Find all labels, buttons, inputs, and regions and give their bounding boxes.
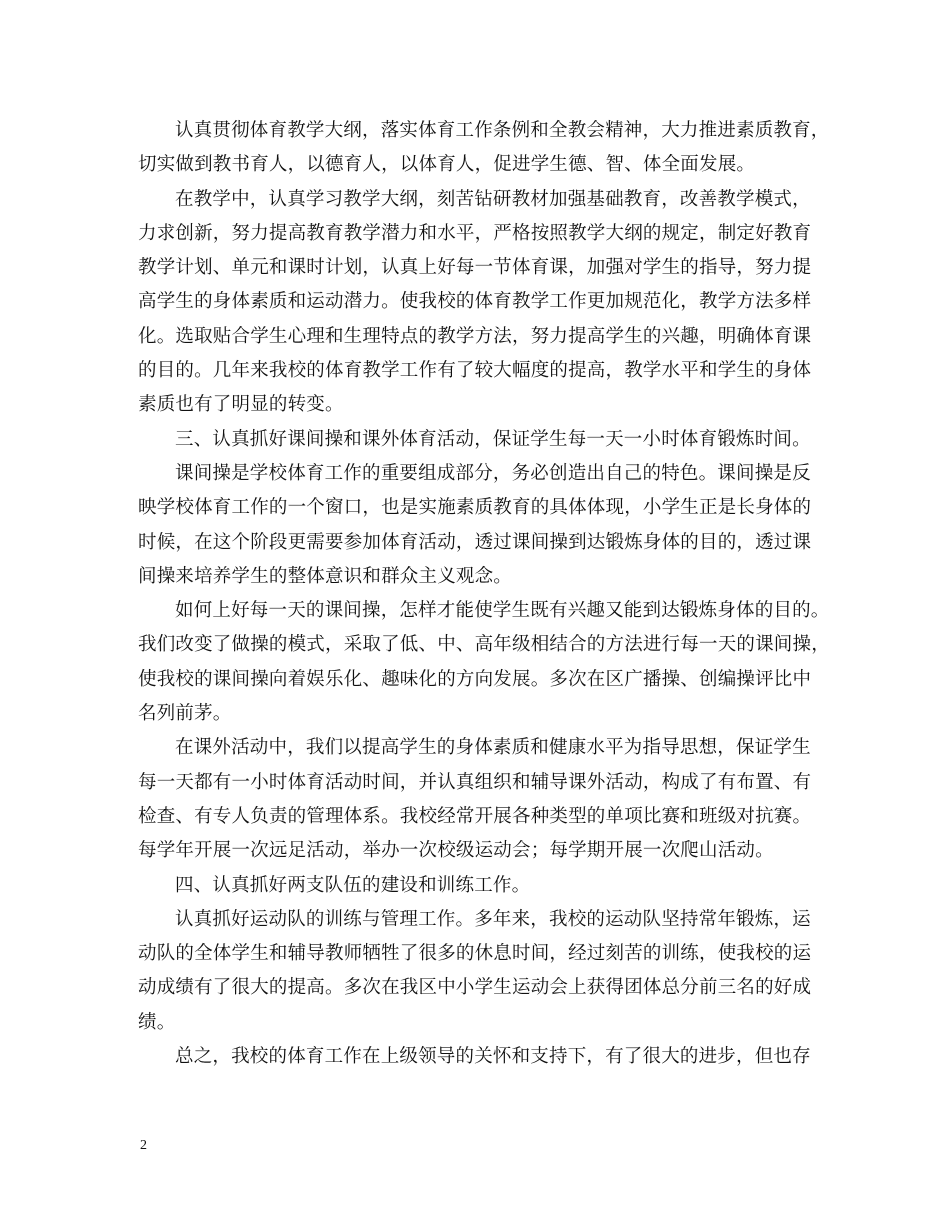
text-line: 在教学中，认真学习教学大纲，刻苦钻研教材加强基础教育，改善教学模式，: [175, 188, 811, 210]
text-line: 在课外活动中，我们以提高学生的身体素质和健康水平为指导思想，保证学生: [175, 737, 811, 759]
text-line: 检查、有专人负责的管理体系。我校经常开展各种类型的单项比赛和班级对抗赛。: [138, 805, 812, 827]
text-line: 动队的全体学生和辅导教师牺牲了很多的休息时间，经过刻苦的训练，使我校的运: [138, 943, 812, 965]
text-line: 总之，我校的体育工作在上级领导的关怀和支持下，有了很大的进步，但也存: [175, 1046, 811, 1068]
text-line: 每一天都有一小时体育活动时间，并认真组织和辅导课外活动，构成了有布置、有: [138, 771, 812, 793]
text-line: 教学计划、单元和课时计划，认真上好每一节体育课，加强对学生的指导，努力提: [138, 257, 812, 279]
text-line: 认真贯彻体育教学大纲，落实体育工作条例和全教会精神，大力推进素质教育，: [175, 120, 830, 141]
text-line: 化。选取贴合学生心理和生理特点的教学方法，努力提高学生的兴趣，明确体育课: [138, 325, 812, 347]
text-line: 认真抓好运动队的训练与管理工作。多年来，我校的运动队坚持常年锻炼，运: [175, 908, 811, 930]
text-line: 动成绩有了很大的提高。多次在我区中小学生运动会上获得团体总分前三名的好成: [138, 977, 812, 999]
text-line: 绩。: [138, 1011, 176, 1033]
text-line: 课间操是学校体育工作的重要组成部分，务必创造出自己的特色。课间操是反: [175, 462, 811, 484]
text-line: 每学年开展一次远足活动，举办一次校级运动会；每学期开展一次爬山活动。: [138, 840, 774, 862]
text-line: 力求创新，努力提高教育教学潜力和水平，严格按照教学大纲的规定，制定好教育: [138, 222, 812, 244]
text-line: 我们改变了做操的模式，采取了低、中、高年级相结合的方法进行每一天的课间操，: [138, 634, 830, 656]
text-line: 间操来培养学生的整体意识和群众主义观念。: [138, 565, 513, 587]
text-line: 映学校体育工作的一个窗口，也是实施素质教育的具体体现，小学生正是长身体的: [138, 497, 812, 519]
text-line: 切实做到教书育人，以德育人，以体育人，促进学生德、智、体全面发展。: [138, 154, 756, 176]
text-line: 的目的。几年来我校的体育教学工作有了较大幅度的提高，教学水平和学生的身体: [138, 360, 812, 382]
text-line: 名列前茅。: [138, 703, 232, 725]
text-line: 素质也有了明显的转变。: [138, 394, 344, 416]
text-line: 四、认真抓好两支队伍的建设和训练工作。: [175, 874, 531, 896]
text-line: 时候，在这个阶段更需要参加体育活动，透过课间操到达锻炼身体的目的，透过课: [138, 531, 812, 553]
body-text: [138, 114, 830, 1074]
text-line: 三、认真抓好课间操和课外体育活动，保证学生每一天一小时体育锻炼时间。: [175, 428, 811, 450]
page-number: 2: [140, 1138, 147, 1153]
text-line: 如何上好每一天的课间操，怎样才能使学生既有兴趣又能到达锻炼身体的目的。: [175, 600, 830, 622]
text-line: 高学生的身体素质和运动潜力。使我校的体育教学工作更加规范化，教学方法多样: [138, 291, 812, 313]
text-line: 使我校的课间操向着娱乐化、趣味化的方向发展。多次在区广播操、创编操评比中: [138, 668, 812, 690]
